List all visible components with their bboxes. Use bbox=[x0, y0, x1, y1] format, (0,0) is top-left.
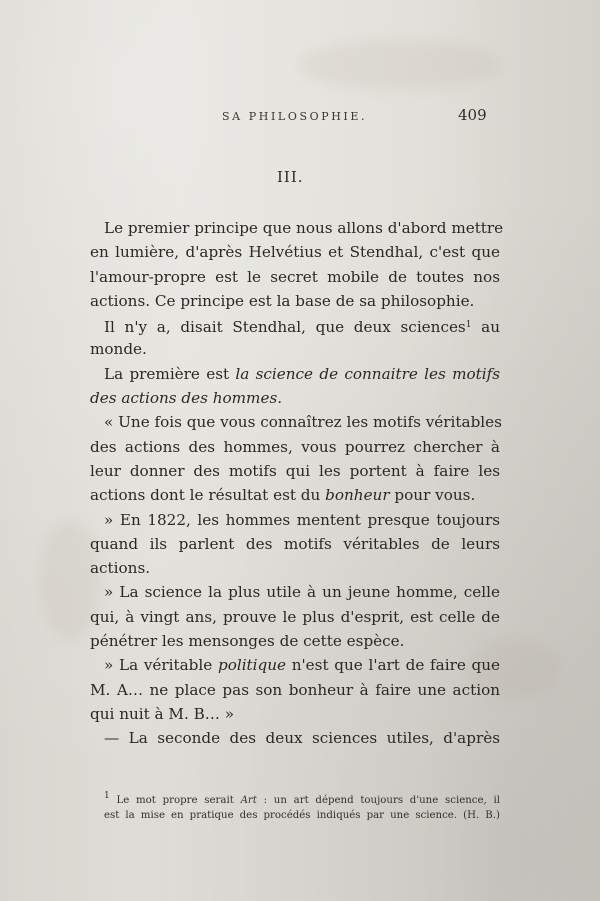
line-text: qui nuit à M. B… » bbox=[90, 704, 235, 723]
line-text: La première est bbox=[104, 364, 236, 383]
italic-text: des actions des hommes. bbox=[90, 389, 283, 408]
text-line bbox=[90, 605, 500, 629]
text-line bbox=[90, 216, 504, 240]
text-line bbox=[90, 678, 500, 702]
line-text: Le premier principe que nous allons d'abord mettre bbox=[104, 219, 504, 237]
text-line bbox=[90, 556, 500, 580]
line-text: des actions des hommes, vous pourrez chercher à bbox=[90, 437, 500, 456]
page-number: 409 bbox=[458, 106, 487, 124]
italic-text: politique bbox=[217, 656, 287, 675]
footnote-marker: 1 bbox=[104, 791, 110, 801]
line-text: — La seconde des deux sciences utiles, d'après bbox=[104, 729, 500, 748]
line-text: Il n'y a, disait Stendhal, que deux sciences bbox=[104, 318, 466, 337]
footnote-marker: 1 bbox=[465, 320, 472, 331]
line-text: « Une fois que vous connaîtrez les motifs véritables bbox=[104, 413, 502, 432]
line-text: leur donner des motifs qui les portent à faire les bbox=[90, 461, 500, 480]
footnote-line bbox=[104, 806, 500, 825]
text-line bbox=[90, 289, 500, 313]
footnote-line bbox=[104, 787, 500, 806]
italic-text: bonheur bbox=[325, 486, 390, 505]
line-text: actions. bbox=[90, 559, 151, 578]
line-text: monde. bbox=[90, 340, 147, 359]
footnote-text: Le mot propre serait bbox=[109, 795, 241, 806]
footnotes bbox=[104, 787, 500, 825]
text-line bbox=[90, 265, 500, 289]
line-text: » La véritable bbox=[104, 656, 218, 675]
text-line bbox=[90, 508, 500, 532]
line-text: quand ils parlent des motifs véritables de leurs bbox=[90, 534, 500, 553]
text-line bbox=[90, 337, 500, 361]
line-text: M. A… ne place pas son bonheur à faire une action bbox=[90, 680, 500, 699]
text-line bbox=[90, 653, 500, 677]
line-text: pénétrer les mensonges de cette espèce. bbox=[90, 632, 405, 651]
text-line bbox=[90, 702, 500, 726]
text-line bbox=[90, 459, 500, 483]
text-line bbox=[90, 240, 500, 264]
line-text: n'est que l'art de faire que bbox=[286, 656, 501, 675]
text-line bbox=[90, 313, 500, 337]
footnote-text: est la mise en pratique des procédés indiqués par une science. (H. B.) bbox=[104, 810, 500, 821]
line-text: pour vous. bbox=[389, 486, 476, 505]
line-text: au bbox=[471, 318, 500, 337]
line-text: » La science la plus utile à un jeune homme, celle bbox=[104, 583, 500, 602]
text-line bbox=[90, 410, 500, 434]
text-line bbox=[90, 362, 500, 386]
text-line bbox=[90, 726, 500, 750]
line-text: » En 1822, les hommes mentent presque toujours bbox=[104, 510, 500, 529]
text-line bbox=[90, 386, 500, 410]
italic-text: la science de connaitre les motifs bbox=[235, 364, 500, 383]
text-line bbox=[90, 483, 500, 507]
line-text: actions. Ce principe est la base de sa philosophie. bbox=[90, 291, 475, 310]
line-text: en lumière, d'après Helvétius et Stendhal, c'est que bbox=[90, 243, 500, 262]
text-line bbox=[90, 532, 500, 556]
line-text: l'amour-propre est le secret mobile de toutes nos bbox=[90, 267, 500, 286]
body-text bbox=[90, 216, 504, 751]
section-heading: III. bbox=[277, 168, 304, 186]
italic-text: Art bbox=[240, 795, 257, 806]
text-line bbox=[90, 580, 500, 604]
text-line bbox=[90, 629, 500, 653]
footnote-text: : un art dépend toujours d'une science, il bbox=[256, 795, 501, 806]
text-line bbox=[90, 435, 500, 459]
running-title: SA PHILOSOPHIE. bbox=[222, 110, 368, 123]
line-text: actions dont le résultat est du bbox=[90, 486, 326, 505]
line-text: qui, à vingt ans, prouve le plus d'esprit, est celle de bbox=[90, 607, 500, 626]
paper-stain bbox=[300, 40, 500, 90]
